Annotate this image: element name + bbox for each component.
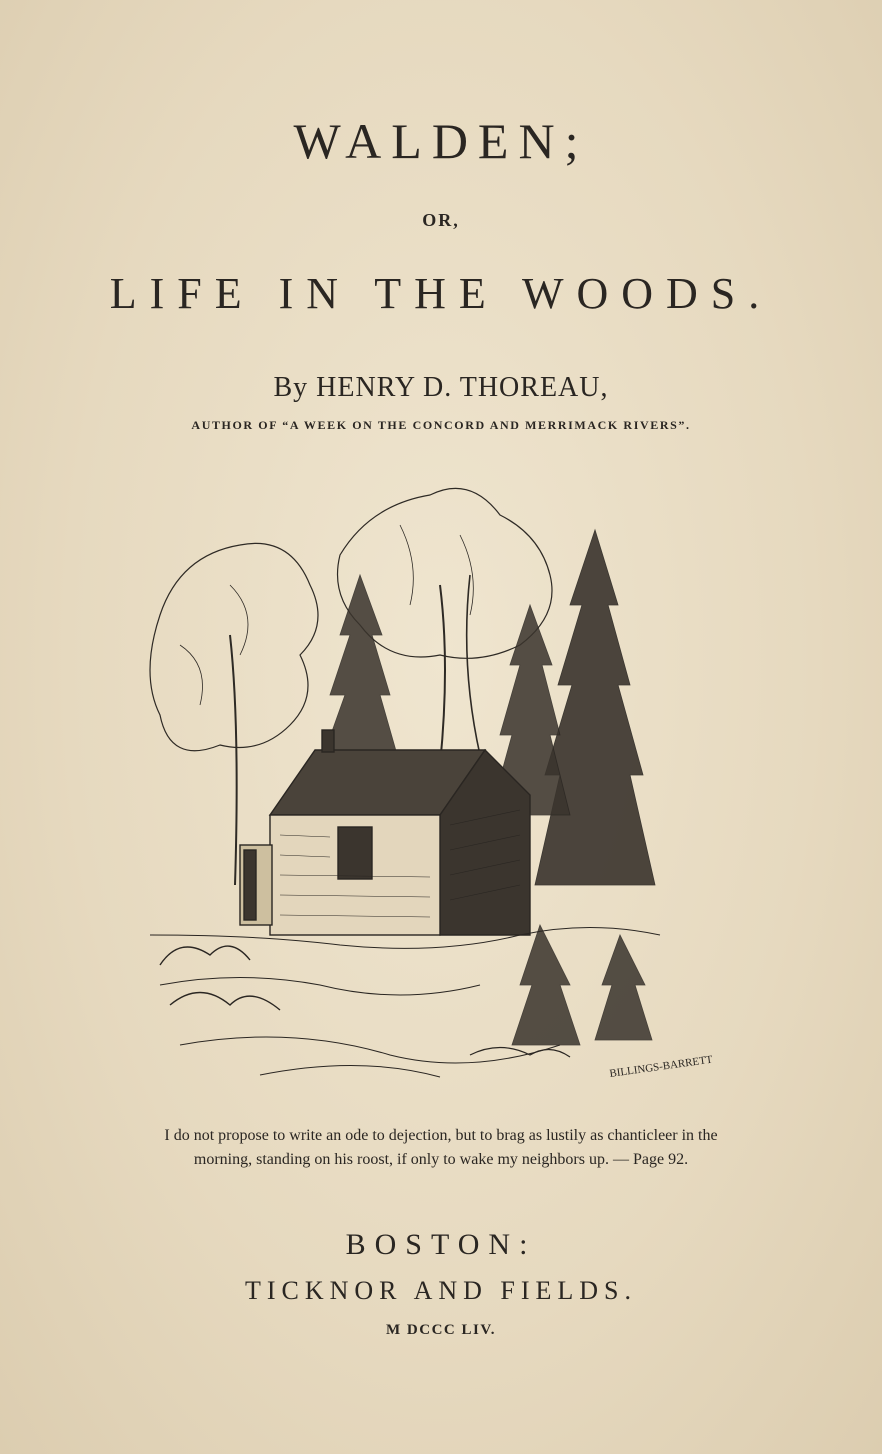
publication-city: BOSTON:	[345, 1228, 537, 1261]
publication-year: M DCCC LIV.	[386, 1322, 496, 1338]
epigraph-quote	[0, 1124, 882, 1172]
engraver-signature: BILLINGS-BARRETT	[608, 1053, 714, 1080]
publisher-name: TICKNOR AND FIELDS.	[244, 1276, 638, 1305]
cabin-engraving-illustration	[140, 465, 714, 1095]
author-previous-work: AUTHOR OF “A WEEK ON THE CONCORD AND MERRIMACK RIVERS”.	[191, 418, 691, 432]
author-byline: By HENRY D. THOREAU,	[273, 372, 609, 403]
book-title: WALDEN;	[293, 113, 589, 169]
book-subtitle: LIFE IN THE WOODS.	[109, 269, 773, 318]
epigraph-line-2: morning, standing on his roost, if only to wake my neighbors up. — Page 92.	[193, 1151, 689, 1168]
title-conjunction: OR,	[422, 210, 460, 230]
epigraph-line-1: I do not propose to write an ode to dejection, but to brag as lustily as chanticleer in the	[164, 1127, 718, 1144]
